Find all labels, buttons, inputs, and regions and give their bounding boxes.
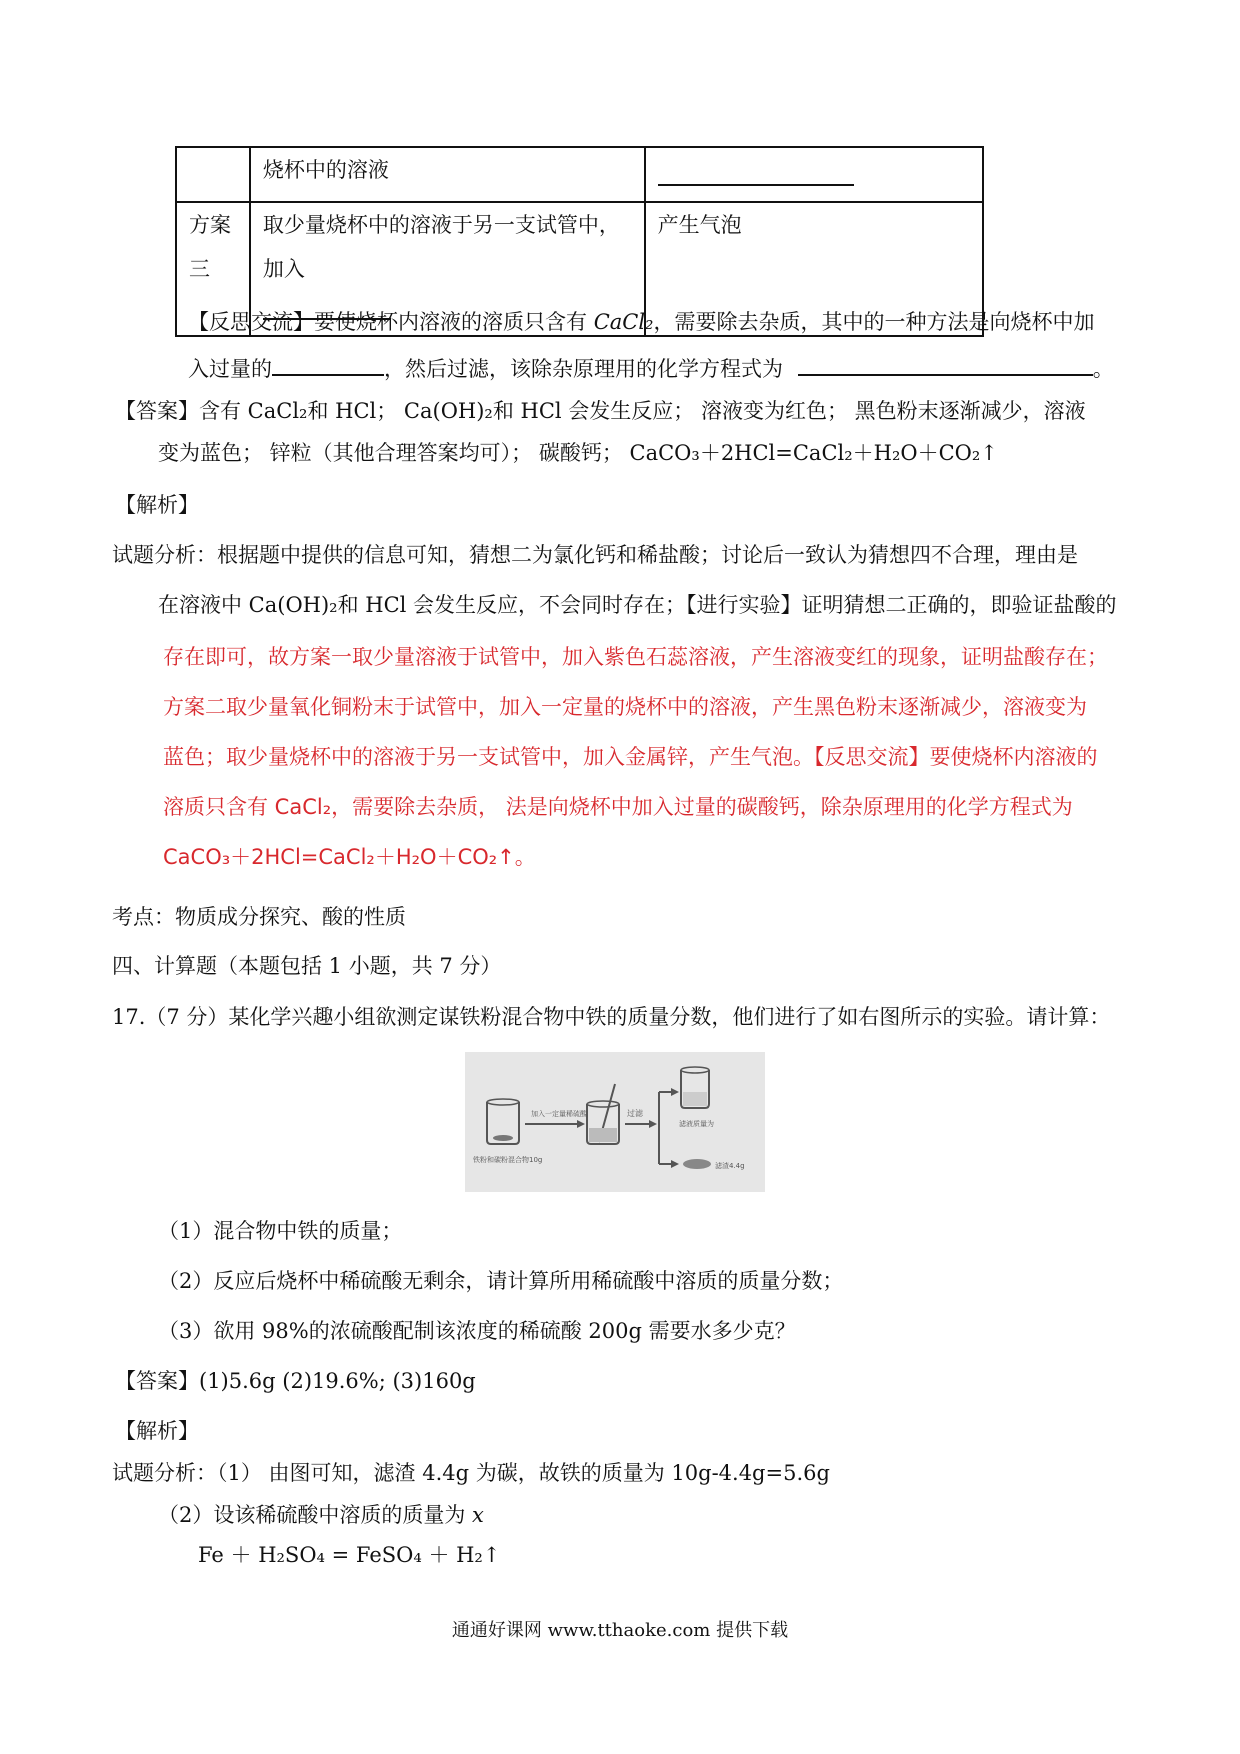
- text: ，然后过滤，该除杂原理用的化学方程式为: [384, 357, 783, 381]
- table-cell: [645, 147, 983, 202]
- experiment-figure: [465, 1052, 765, 1192]
- question-17-sub-1: （1）混合物中铁的质量；: [158, 1219, 403, 1243]
- figure-label-residue: 滤渣4.4g: [715, 1162, 745, 1170]
- filter-residue-icon: [683, 1159, 711, 1169]
- analysis-17-line-2: [158, 1500, 484, 1530]
- answer-blank: [658, 164, 854, 186]
- text: （2）设该稀硫酸中溶质的质量为: [158, 1503, 473, 1527]
- analysis-17-title: 【解析】: [115, 1419, 199, 1443]
- variable: x: [472, 1503, 484, 1527]
- answer-line-1: 【答案】含有 CaCl₂和 HCl； Ca(OH)₂和 HCl 会发生反应； 溶液变为红色； 黑色粉末逐渐减少，溶液: [115, 399, 1086, 423]
- table-cell: 烧杯中的溶液: [250, 147, 645, 202]
- text: ，需要除去杂质，其中的一种方法是向烧杯中加: [653, 310, 1095, 334]
- answer-line-2: 变为蓝色； 锌粒（其他合理答案均可）； 碳酸钙； CaCO₃＋2HCl=CaCl₂＋H₂O＋CO₂↑: [158, 441, 998, 465]
- analysis-line-1: 试题分析：根据题中提供的信息可知，猜想二为氯化钙和稀盐酸；讨论后一致认为猜想四不合理，理由是: [112, 543, 1078, 567]
- reflect-line-1: [188, 307, 1094, 337]
- equation: Fe ＋ H₂SO₄ = FeSO₄ ＋ H₂↑: [198, 1543, 501, 1567]
- analysis-title: 【解析】: [115, 493, 199, 517]
- table-cell: [176, 147, 250, 202]
- answer-blank: [798, 354, 1093, 376]
- figure-label-mixture: 铁粉和碳粉混合物10g: [473, 1156, 543, 1164]
- question-17-sub-3: （3）欲用 98%的浓硫酸配制该浓度的稀硫酸 200g 需要水多少克？: [158, 1319, 796, 1343]
- page-footer: 通通好课网 www.tthaoke.com 提供下载: [451, 1620, 789, 1641]
- formula: CaCl₂: [593, 310, 654, 334]
- analysis-17-line-1: 试题分析：（1） 由图可知，滤渣 4.4g 为碳，故铁的质量为 10g-4.4g=5.6g: [112, 1461, 830, 1485]
- figure-label-added: 加入一定量稀硫酸: [531, 1110, 587, 1118]
- analysis-red-line-4: 溶质只含有 CaCl₂，需要除去杂质， 法是向烧杯中加入过量的碳酸钙，除杂原理用的化学方程式为: [163, 795, 1073, 819]
- table-cell: 方案三: [176, 202, 250, 336]
- table-cell-text: 取少量烧杯中的溶液于另一支试管中，加入: [262, 213, 620, 281]
- table-cell: 产生气泡: [645, 202, 983, 336]
- figure-label-filtrate: 滤液质量为: [679, 1120, 714, 1128]
- answer-blank: [272, 354, 384, 376]
- answer-17: 【答案】(1)5.6g (2)19.6%; (3)160g: [115, 1369, 476, 1393]
- figure-label-filter: 过滤: [627, 1109, 643, 1118]
- text: 入过量的: [188, 357, 272, 381]
- question-17-stem: 17.（7 分）某化学兴趣小组欲测定谋铁粉混合物中铁的质量分数，他们进行了如右图所示的实验。请计算：: [112, 1005, 1111, 1029]
- reflect-line-2: [188, 354, 1114, 384]
- kaodian: 考点：物质成分探究、酸的性质: [112, 905, 406, 929]
- question-17-sub-2: （2）反应后烧杯中稀硫酸无剩余，请计算所用稀硫酸中溶质的质量分数；: [158, 1269, 844, 1293]
- section-heading: 四、计算题（本题包括 1 小题，共 7 分）: [112, 954, 502, 978]
- text: 。: [1092, 357, 1114, 381]
- analysis-line-2: 在溶液中 Ca(OH)₂和 HCl 会发生反应，不会同时存在；【进行实验】证明猜想二正确的，即验证盐酸的: [158, 593, 1117, 617]
- text: 【反思交流】要使烧杯内溶液的溶质只含有: [188, 310, 594, 334]
- analysis-red-line-2: 方案二取少量氧化铜粉末于试管中，加入一定量的烧杯中的溶液，产生黑色粉末逐渐减少，溶液变为: [163, 695, 1087, 719]
- analysis-red-line-1: 存在即可，故方案一取少量溶液于试管中，加入紫色石蕊溶液，产生溶液变红的现象，证明盐酸存在；: [163, 645, 1108, 669]
- analysis-red-line-5: CaCO₃＋2HCl=CaCl₂＋H₂O＋CO₂↑。: [163, 845, 536, 869]
- table-row: [176, 147, 983, 202]
- experiment-diagram: [465, 1052, 765, 1192]
- analysis-red-line-3: 蓝色；取少量烧杯中的溶液于另一支试管中，加入金属锌，产生气泡。【反思交流】要使烧杯内溶液的: [163, 745, 1098, 769]
